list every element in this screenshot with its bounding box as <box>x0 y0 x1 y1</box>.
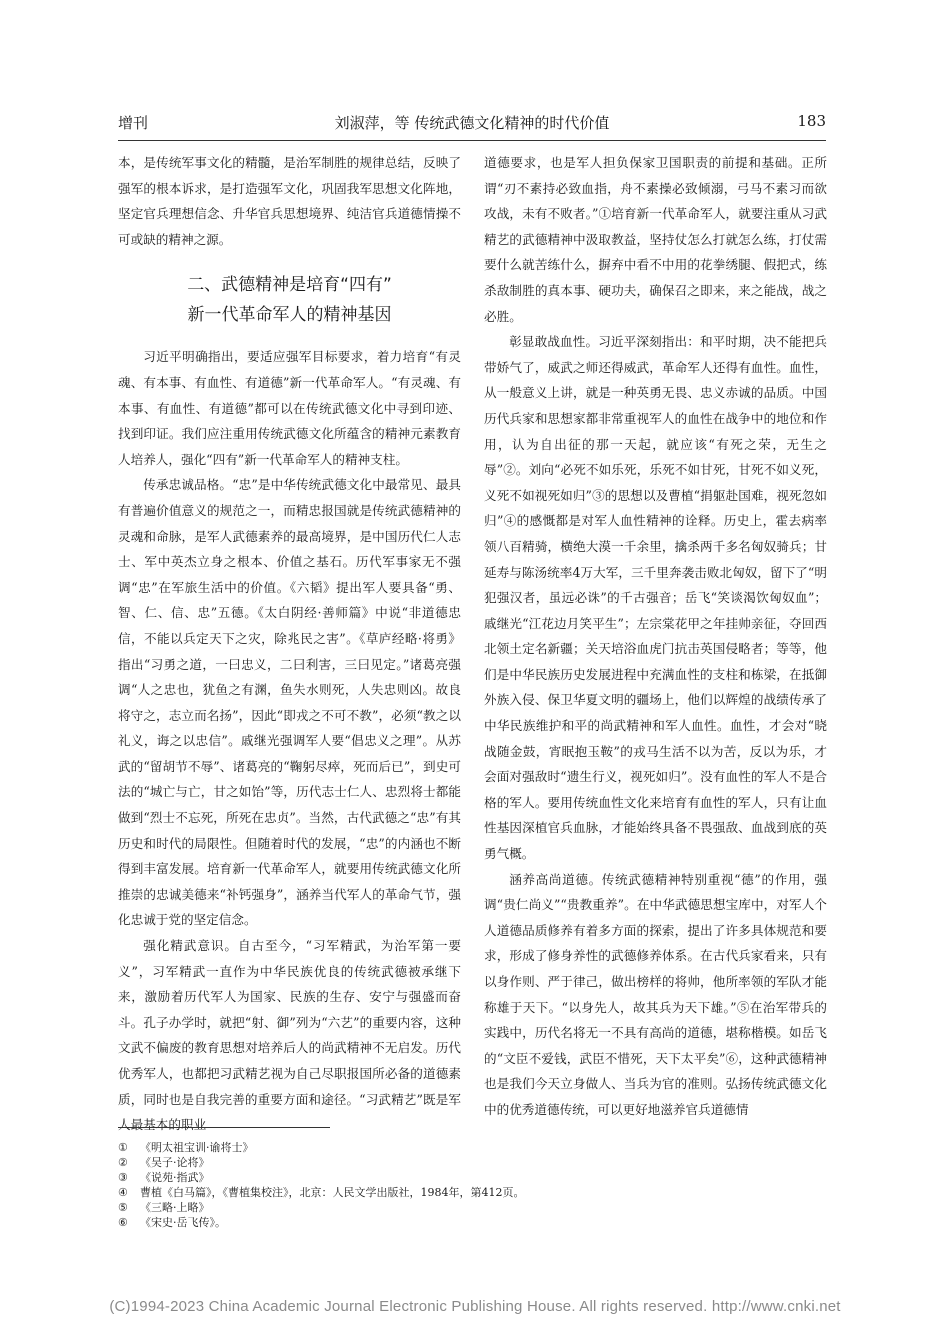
footnote-text: 《三略·上略》 <box>140 1201 210 1214</box>
section-heading-line-1: 二、武德精神是培育“四有” <box>187 275 392 296</box>
footnote-number: ⑤ <box>118 1201 128 1214</box>
footnote <box>118 1155 826 1170</box>
footnote-divider <box>118 1127 330 1128</box>
running-header <box>118 112 826 138</box>
footnote-text: 《明太祖宝训·谕将士》 <box>140 1141 254 1154</box>
body-paragraph: 彰显敢战血性。习近平深刻指出：和平时期，决不能把兵带娇气了，威武之师还得威武，革命军人还得有血性。血性，从一般意义上讲，就是一种英勇无畏、忠义赤诚的品质。中国历代兵家和思想家都非常重视军人的血性在战争中的地位和作用，认为自出征的那一天起，就应该“有死之荣，无生之辱”②。刘向“必死不如乐死，乐死不如甘死，甘死不如义死，义死不如视死如归”③的思想以及曹植“捐躯赴国难，视死忽如归”④的感慨都是对军人血性精神的诠释。历史上，霍去病率领八百精骑，横绝大漠一千余里，擒杀两千多名匈奴骑兵；甘延寿与陈汤统率4万大军，三千里奔袭击败北匈奴，留下了“明犯强汉者，虽远必诛”的千古强音；岳飞“笑谈渴饮匈奴血”；戚继光“江花边月笑平生”；左宗棠花甲之年挂帅亲征，夺回西北领土定名新疆；关天培浴血虎门抗击英国侵略者；等等，他们是中华民族历史发展进程中充满血性的支柱和栋梁，在抵御外族入侵、保卫华夏文明的疆场上，他们以辉煌的战绩传承了中华民族维护和平的尚武精神和军人血性。血性，才会对“晓战随金鼓，宵眠抱玉鞍”的戎马生活不以为苦，反以为乐，才会面对强敌时“遗生行义，视死如归”。没有血性的军人不是合格的军人。要用传统血性文化来培育有血性的军人，只有让血性基因深植官兵血脉，才能始终具备不畏强敌、血战到底的英勇气概。 <box>484 334 827 862</box>
footnote <box>118 1140 826 1155</box>
footnote-number: ④ <box>118 1186 128 1199</box>
copyright-watermark: (C)1994-2023 China Academic Journal Electronic Publishing House. All rights reserved. http://www.cnki.net <box>109 1298 841 1315</box>
body-paragraph: 习近平明确指出，要适应强军目标要求，着力培育“有灵魂、有本事、有血性、有道德”新一代革命军人。“有灵魂、有本事、有血性、有道德”都可以在传统武德文化中寻到印迹、找到印证。我们应注重用传统武德文化所蕴含的精神元素教育人培养人，强化“四有”新一代革命军人的精神支柱。 <box>118 349 461 467</box>
page-number: 183 <box>797 112 826 130</box>
footnotes <box>118 1140 826 1230</box>
body-paragraph: 涵养高尚道德。传统武德精神特别重视“德”的作用，强调“贵仁尚义”“贵教重养”。在中华武德思想宝库中，对军人个人道德品质修养有着多方面的探索，提出了许多具体规范和要求，形成了修身养性的武德修养体系。在古代兵家看来，只有以身作则、严于律己，做出榜样的将帅，他所率领的军队才能称雄于天下。“以身先人，故其兵为天下雄。”⑤在治军带兵的实践中，历代名将无一不具有高尚的道德，堪称楷模。如岳飞的“文臣不爱钱，武臣不惜死，天下太平矣”⑥，这种武德精神也是我们今天立身做人、当兵为官的准则。弘扬传统武德文化中的优秀道德传统，可以更好地滋养官兵道德情 <box>484 871 827 1117</box>
intro-paragraph: 本，是传统军事文化的精髓，是治军制胜的规律总结，反映了强军的根本诉求，是打造强军文化，巩固我军思想文化阵地，坚定官兵理想信念、升华官兵思想境界、纯洁官兵道德情操不可或缺的精神之源。 <box>118 155 461 247</box>
footnote-number: ⑥ <box>118 1216 128 1229</box>
body-paragraph: 道德要求，也是军人担负保家卫国职责的前提和基础。正所谓“刃不素持必致血指，舟不素操必致倾溺，弓马不素习而欲攻战，未有不败者。”①培育新一代革命军人，就要注重从习武精艺的武德精神中汲取教益，坚持仗怎么打就怎么练，打仗需要什么就苦练什么，摒弃中看不中用的花拳绣腿、假把式，练杀敌制胜的真本事、硬功夫，确保召之即来，来之能战，战之必胜。 <box>484 155 827 324</box>
section-heading-line-2: 新一代革命军人的精神基因 <box>187 305 392 326</box>
footnote-number: ① <box>118 1141 128 1154</box>
section-heading <box>118 270 461 330</box>
footnote-text: 《吴子·论将》 <box>140 1156 210 1169</box>
journal-issue-label: 增刊 <box>118 114 149 132</box>
footnote-number: ② <box>118 1156 128 1169</box>
footnote-text: 曹植《白马篇》，《曹植集校注》，北京：人民文学出版社，1984年，第412页。 <box>140 1186 525 1199</box>
footnote <box>118 1215 826 1230</box>
footnote-number: ③ <box>118 1171 128 1184</box>
footnote <box>118 1200 826 1215</box>
footnote <box>118 1170 826 1185</box>
running-title: 刘淑萍，等 传统武德文化精神的时代价值 <box>334 114 610 132</box>
left-column <box>118 150 461 1138</box>
footnote-text: 《宋史·岳飞传》。 <box>140 1216 226 1229</box>
body-paragraph: 强化精武意识。自古至今，“习军精武，为治军第一要义”，习军精武一直作为中华民族优良的传统武德被承继下来，激励着历代军人为国家、民族的生存、安宁与强盛而奋斗。孔子办学时，就把“射、御”列为“六艺”的重要内容，这种文武不偏废的教育思想对培养后人的尚武精神不无启发。历代优秀军人，也都把习武精艺视为自己尽职报国所必备的道德素质，同时也是自我完善的重要方面和途径。“习武精艺”既是军人最基本的职业 <box>118 938 461 1133</box>
footnote <box>118 1185 826 1200</box>
body-paragraph: 传承忠诚品格。“忠”是中华传统武德文化中最常见、最具有普遍价值意义的规范之一，而精忠报国就是传统武德精神的灵魂和命脉，是军人武德素养的最高境界，是中国历代仁人志士、军中英杰立身之根本、价值之基石。历代军事家无不强调“忠”在军旅生活中的价值。《六韬》提出军人要具备“勇、智、仁、信、忠”五德。《太白阴经·善师篇》中说“非道德忠信，不能以兵定天下之灾，除兆民之害”。《草庐经略·将勇》指出“习勇之道，一曰忠义，二曰利害，三曰见定。”诸葛亮强调“人之忠也，犹鱼之有渊，鱼失水则死，人失忠则凶。故良将守之，志立而名扬”，因此“即戎之不可不教”，必须“教之以礼义，诲之以忠信”。戚继光强调军人要“倡忠义之理”。从苏武的“留胡节不辱”、诸葛亮的“鞠躬尽瘁，死而后已”，到史可法的“城亡与亡，甘之如饴”等，历代志士仁人、忠烈将士都能做到“烈士不忘死，所死在忠贞”。当然，古代武德之“忠”有其历史和时代的局限性。但随着时代的发展，“忠”的内涵也不断得到丰富发展。培育新一代革命军人，就要用传统武德文化所推崇的忠诚美德来“补钙强身”，涵养当代军人的革命气节，强化忠诚于党的坚定信念。 <box>118 477 461 928</box>
header-divider <box>118 140 826 141</box>
right-column <box>484 150 827 1123</box>
footnote-text: 《说苑·指武》 <box>140 1171 210 1184</box>
